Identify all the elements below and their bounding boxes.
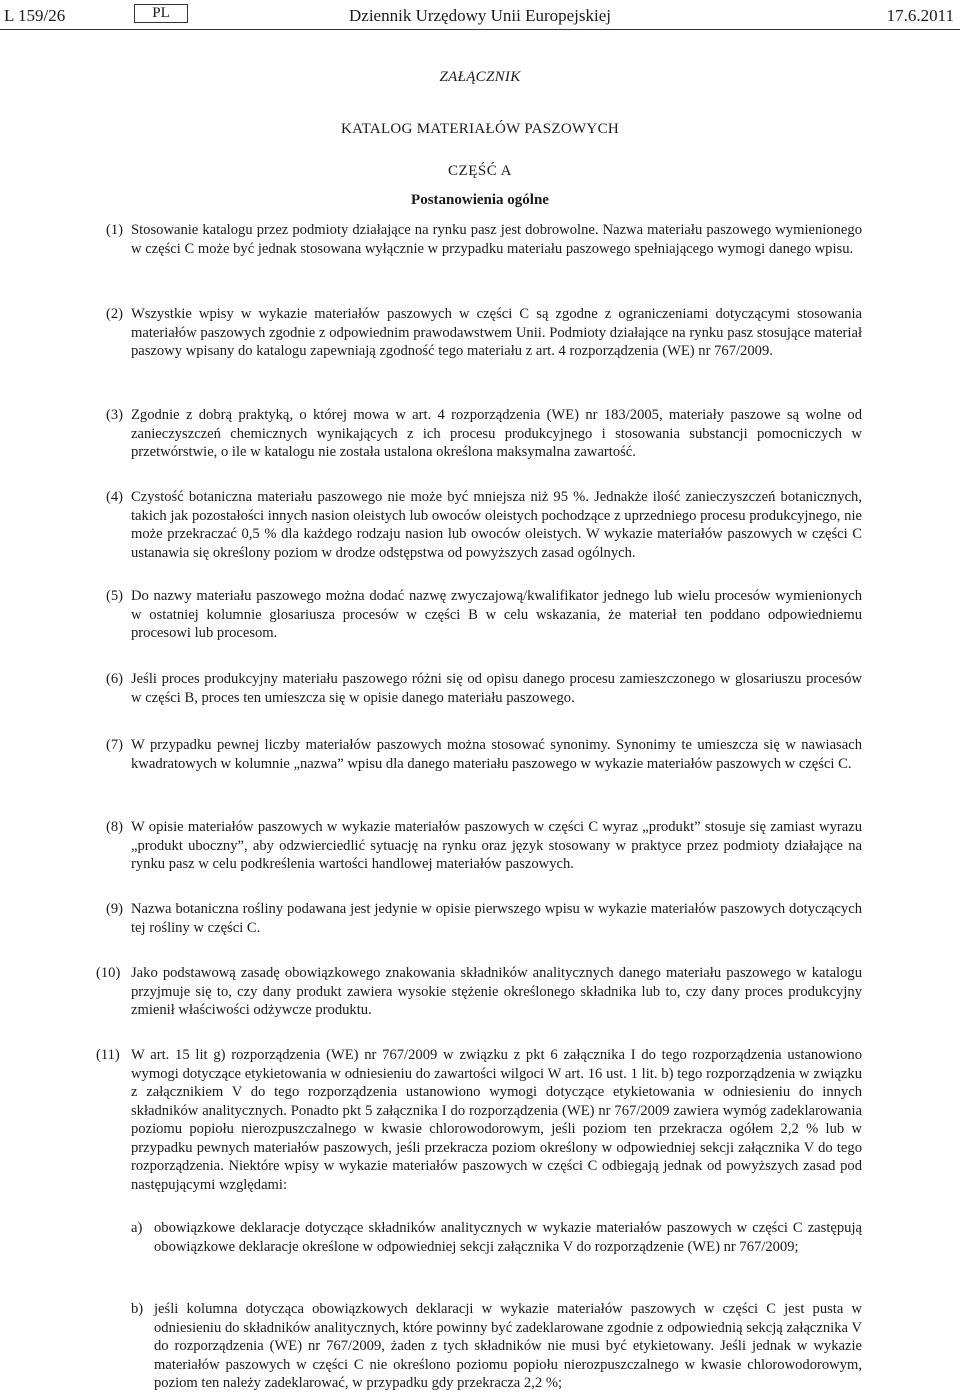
provision-text: Jako podstawową zasadę obowiązkowego znakowania składników analitycznych danego materiału paszowego w katalogu przyjmuje się to, czy dany produkt zawiera wysokie stężenie określonego składnika lub to, czy dany proces produkcyjny zmienił właściwości odżywcze produktu. (131, 965, 862, 1018)
provision-item (106, 670, 862, 707)
provision-text: Zgodnie z dobrą praktyką, o której mowa w art. 4 rozporządzenia (WE) nr 183/2005, materiały paszowe są wolne od zanieczyszczeń chemicznych wynikających z ich procesu produkcyjnego i stosowania substancji pomocniczych w przetwórstwie, o ile w katalogu nie została ustalona określona maksymalna zawartość. (131, 407, 862, 460)
sub-provision-text: jeśli kolumna dotycząca obowiązkowych deklaracji w wykazie materiałów paszowych w części C jest pusta w odniesieniu do składników analitycznych, które powinny być zadeklarowane zgodnie z odpowiednią sekcją załącznika V do rozporządzenia (WE) nr 767/2009, żaden z tych składników nie musi być etykietowany. Jeśli jednak w wykazie materiałów paszowych w części C nie określono poziomu popiołu nierozpuszczalnego w kwasie chlorowodorowym, poziom ten należy zadeklarować, w przypadku gdy przekracza 2,2 %; (154, 1301, 862, 1391)
provision-number: (3) (106, 407, 124, 423)
provision-item (106, 900, 862, 937)
sub-provision-item (131, 1219, 862, 1256)
provision-text: Do nazwy materiału paszowego można dodać nazwę zwyczajową/kwalifikator jednego lub wielu procesów wymienionych w ostatniej kolumnie glosariusza procesów w części B w celu wskazania, że materiał ten poddano odpowiedniemu procesowi lub procesom. (131, 588, 862, 641)
sub-provision-label: a) (131, 1220, 143, 1236)
provision-number: (1) (106, 222, 124, 238)
language-badge: PL (134, 4, 188, 23)
provision-text: W opisie materiałów paszowych w wykazie materiałów paszowych w części C wyraz „produkt” stosuje się zamiast wyrazu „produkt uboczny”, aby odzwierciedlić sytuację na rynku oraz język stosowany w praktyce przez podmioty działające na rynku pasz w celu podkreślenia wartości handlowej materiałów paszowych. (131, 819, 862, 872)
provision-text: W art. 15 lit g) rozporządzenia (WE) nr 767/2009 w związku z pkt 6 załącznika I do tego rozporządzenia ustanowiono wymogi dotyczące etykietowania w odniesieniu do zawartości wilgoci W art. 16 ust. 1 lit. b) tego rozporządzenia w związku z załącznikiem V do tego rozporządzenia ustanowiono wymogi dotyczące etykietowania w odniesieniu do innych składników analitycznych. Ponadto pkt 5 załącznika I do rozporządzenia (WE) nr 767/2009 zawiera wymóg zadeklarowania poziomu popiołu nierozpuszczalnego w kwasie chlorowodorowym, jeśli poziom ten przekracza ogółem 2,2 % lub w przypadku pewnych materiałów paszowych, jeśli przekracza poziom określony w odpowiedniej sekcji załącznika V do tego rozporządzenia. Niektóre wpisy w wykazie materiałów paszowych w części C odbiegają jednak od powyższych zasad pod następującymi względami: (131, 1047, 862, 1193)
catalog-title: KATALOG MATERIAŁÓW PASZOWYCH (340, 121, 620, 137)
provision-text: W przypadku pewnej liczby materiałów paszowych można stosować synonimy. Synonimy te umieszcza się w nawiasach kwadratowych w kolumnie „nazwa” wpisu dla danego materiału paszowego w wykazie materiałów paszowych w części C. (131, 737, 862, 772)
provision-number: (2) (106, 306, 124, 322)
provision-number: (9) (106, 901, 124, 917)
publication-date: 17.6.2011 (886, 6, 954, 25)
provision-item (96, 1046, 862, 1194)
provision-text: Nazwa botaniczna rośliny podawana jest jedynie w opisie pierwszego wpisu w wykazie materiałów paszowych dotyczących tej rośliny w części C. (131, 901, 862, 936)
provision-number: (5) (106, 588, 124, 604)
annex-title: ZAŁĄCZNIK (439, 69, 521, 85)
provision-number: (6) (106, 671, 124, 687)
provision-number: (4) (106, 489, 124, 505)
provision-text: Wszystkie wpisy w wykazie materiałów paszowych w części C są zgodne z ograniczeniami dotyczącymi stosowania materiałów paszowych zgodnie z odpowiednim prawodawstwem Unii. Podmioty działające na rynku pasz stosujące materiał paszowy wpisany do katalogu zapewniają zgodność tego materiału z art. 4 rozporządzenia (WE) nr 767/2009. (131, 306, 862, 359)
provision-item (106, 818, 862, 874)
provision-item (106, 221, 862, 258)
page-reference: L 159/26 (4, 6, 66, 25)
provision-number: (10) (96, 965, 121, 981)
journal-title: Dziennik Urzędowy Unii Europejskiej (349, 6, 612, 25)
provision-text: Jeśli proces produkcyjny materiału paszowego różni się od opisu danego procesu zamieszczonego w glosariuszu procesów w części B, proces ten umieszcza się w opisie danego materiału paszowego. (131, 671, 862, 706)
sub-provision-item (131, 1300, 862, 1393)
provision-item (96, 964, 862, 1020)
part-title: CZĘŚĆ A (448, 163, 512, 179)
sub-provision-label: b) (131, 1301, 144, 1317)
provision-item (106, 587, 862, 643)
provision-text: Stosowanie katalogu przez podmioty działające na rynku pasz jest dobrowolne. Nazwa materiału paszowego wymienionego w części C może być jednak stosowana wyłącznie w przypadku materiału paszowego spełniającego wymogi danego wpisu. (131, 222, 862, 257)
provision-item (106, 406, 862, 462)
provision-number: (8) (106, 819, 124, 835)
page-header (0, 4, 960, 28)
header-divider (0, 29, 960, 30)
provision-item (106, 305, 862, 361)
provision-number: (11) (96, 1047, 120, 1063)
provision-item (106, 488, 862, 562)
sub-provision-text: obowiązkowe deklaracje dotyczące składników analitycznych w wykazie materiałów paszowych w części C zastępują obowiązkowe deklaracje określone w odpowiedniej sekcji załącznika V do rozporządzenie (WE) nr 767/2009; (154, 1220, 862, 1255)
provision-item (106, 736, 862, 773)
provision-text: Czystość botaniczna materiału paszowego nie może być mniejsza niż 95 %. Jednakże ilość zanieczyszczeń botanicznych, takich jak pozostałości innych nasion oleistych lub owoców oleistych pochodzące z uprzedniego procesu produkcyjnego, nie może przekraczać 0,5 % dla każdego rodzaju nasion lub owoców oleistych. W wykazie materiałów paszowych w części C ustanawia się określony poziom w drodze odstępstwa od powyższych zasad ogólnych. (131, 489, 862, 561)
section-title: Postanowienia ogólne (411, 192, 549, 208)
provision-number: (7) (106, 737, 124, 753)
